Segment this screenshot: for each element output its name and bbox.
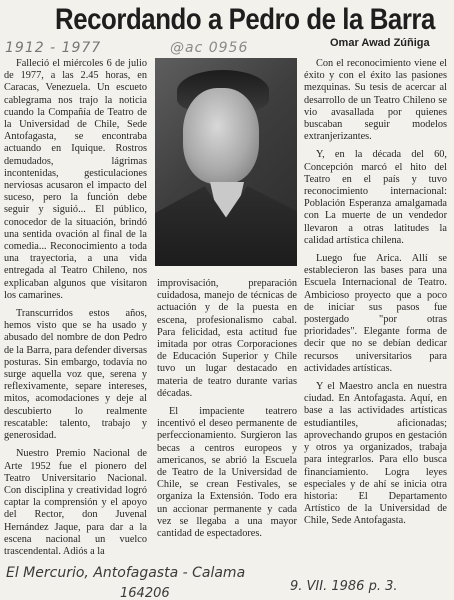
article-column-1 [4, 58, 147, 558]
article-column-3 [304, 58, 447, 563]
paragraph: Transcurridos estos años, hemos visto que se ha usado y abusado del nombre de don Pedro de la Barra, para defender diversas posturas. Sin embargo, todavía no surge aquella voz que, serena y reflexivamente, separe intereses, mitos, acomodaciones y deje al descubierto lo realmente rescatable: talento, trabajo y generosidad. [4, 308, 147, 442]
photo-face-shape [183, 88, 259, 184]
paragraph: Y el Maestro ancla en nuestra ciudad. En Antofagasta. Aquí, en base a las actividades artísticas estudiantiles, aficionadas; aprovechando grupos en gestación y otros ya organizados, trabaja para integrarlos. Para ello busca financiamiento. Logra leyes especiales y de ahí se inicia otra historia: El Departamento Artístico de la Universidad de Chile, Sede Antofagasta. [304, 381, 447, 527]
paragraph: El impaciente teatrero incentivó el deseo permanente de perfeccionamiento. Surgieron las becas a centros europeos y americanos, se abrió la Escuela de Teatro de la Universidad de Chile, se crean Festivales, se organiza la Extensión. Todo era un accionar permanente y cada vez se llegaba a una mayor cantidad de espectadores. [157, 406, 297, 540]
paragraph: Falleció el miércoles 6 de julio de 1977, a las 2.45 horas, en Caracas, Venezuela. Un escueto cablegrama nos trajo la noticia cuando la Compañía de Teatro de la Universidad de Chile, Sede Antofagasta, se encontraba actuando en Iquique. Rostros demudados, lágrimas incontenidas, gesticulaciones nerviosas acusaron el impacto del suceso, pero la función debe seguir y siguió... El público, conocedor de la situación, brindó una sentida ovación al final de la comedia... Reconocimiento a toda una trayectoria, a una vida entregada al Teatro Chileno, nos explicaban algunos que visitaron los camarines. [4, 58, 147, 301]
handwritten-source: El Mercurio, Antofagasta - Calama [6, 565, 246, 581]
paragraph: Con el reconocimiento viene el éxito y con el éxito las pasiones mezquinas. Su tesis de acercar al desarrollo de un Teatro Chileno se vio avasallada por quienes buscaban seguir modelos extranjerizantes. [304, 58, 447, 143]
paragraph: Luego fue Arica. Allí se establecieron las bases para una Escuela Internacional de Teatro. Ambicioso proyecto que a poco de iniciar sus pasos fue postergado "por otras prioridades". Elegante forma de decir que no se debían dedicar recursos universitarios para actividades artísticas. [304, 253, 447, 374]
handwritten-years: 1912 - 1977 [5, 40, 102, 56]
portrait-photo [155, 58, 297, 266]
handwritten-number: 164206 [120, 586, 170, 600]
paragraph: Nuestro Premio Nacional de Arte 1952 fue el pionero del Teatro Universitario Nacional. Con disciplina y creatividad logró captar la comprensión y el apoyo del Rector, don Juvenal Hernández Jaque, para dar a la escena nacional un vuelco trascendental. Adiós a la [4, 448, 147, 557]
handwritten-catalog-code: @ac 0956 [170, 40, 249, 56]
byline: Omar Awad Zúñiga [330, 37, 430, 49]
handwritten-date: 9. VII. 1986 p. 3. [290, 579, 398, 594]
paragraph: Y, en la década del 60, Concepción marcó el hito del Teatro en el país y tuvo reconocimiento internacional: Población Esperanza amalgamada con La muerte de un vendedor llevaron a otras latitudes la calidad artística chilena. [304, 149, 447, 246]
headline: Recordando a Pedro de la Barra [55, 3, 435, 36]
article-column-2 [157, 278, 297, 558]
paragraph: improvisación, preparación cuidadosa, manejo de técnicas de actuación y de la puesta en escena, profesionalismo cabal. Para felicidad, esta actitud fue imitada por otras Corporaciones de Educación Superior y Chile tuvo un lugar destacado en materia de teatro durante varias décadas. [157, 278, 297, 399]
